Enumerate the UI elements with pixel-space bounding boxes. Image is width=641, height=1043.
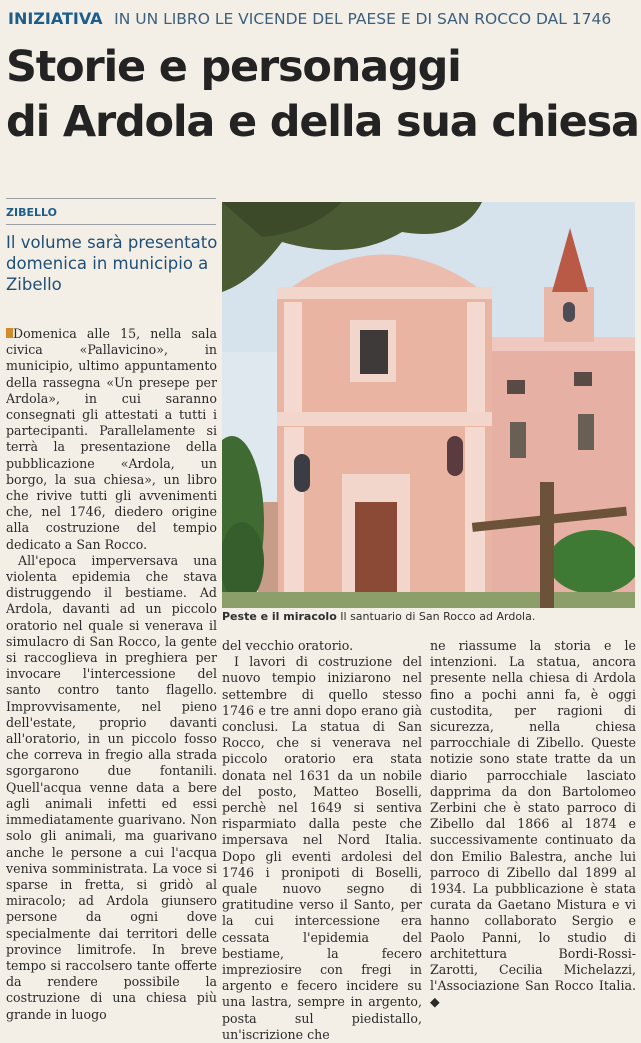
paragraph: All'epoca imperversava una violenta epidemia che stava distruggendo il bestiame. Ad Ardola, davanti ad un piccolo oratorio nel quale si venerava il simulacro di San Rocco, la gente si raccoglieva in preghiera per invocare l'intercessione del santo contro tanto flagello. Improvvisamente, nel pieno dell'estate, proprio davanti all'oratorio, in un piccolo fosso che correva in fregio alla strada sgorgarono due fontanili. Quell'acqua venne data a bere agli animali infetti ed essi immediatamente guarivano. Non solo gli animali, ma guarivano anche le persone a cui l'acqua veniva somministrata. La voce si sparse in fretta, si gridò al miracolo; ad Ardola giunsero persone da ogni dove specialmente dai territori delle province limitrofe. In breve tempo si raccolsero tante offerte da rendere possibile la costruzione di una chiesa più grande in luogo [6, 552, 217, 1022]
kicker-tag: INIZIATIVA [8, 9, 103, 28]
headline-line-1: Storie e personaggi [6, 42, 461, 92]
article-column-3 [430, 638, 636, 1011]
subheadline: Il volume sarà presentato domenica in municipio a Zibello [6, 233, 218, 294]
headline [6, 40, 641, 150]
section-label: ZIBELLO [6, 206, 57, 219]
church-illustration [222, 202, 635, 608]
paragraph-text: Domenica alle 15, nella sala civica «Pallavicino», in municipio, ultimo appuntamento della rassegna «Un presepe per Ardola», in cui saranno consegnati gli attestati a tutti i partecipanti. Parallelamente si terrà la presentazione della pubblicazione «Ardola, un borgo, la sua chiesa», un libro che rivive tutti gli avvenimenti che, nel 1746, diedero origine alla costruzione del tempio dedicato a San Rocco. [6, 326, 217, 552]
section-rule-bottom [6, 224, 216, 225]
section-rule-top [6, 198, 216, 199]
caption-bold: Peste e il miracolo [222, 610, 337, 623]
caption-text: Il santuario di San Rocco ad Ardola. [340, 610, 536, 623]
article-column-2 [222, 638, 422, 1043]
headline-line-2: di Ardola e della sua chiesa [6, 97, 639, 147]
paragraph [6, 326, 217, 553]
kicker [8, 9, 638, 33]
paragraph: ne riassume la storia e le intenzioni. La statua, ancora presente nella chiesa di Ardola fino a pochi anni fa, è oggi custodita, per ragioni di sicurezza, nella chiesa parrocchiale di Zibello. Queste notizie sono state tratte da un diario parrocchiale lasciato dapprima da don Bartolomeo Zerbini che è stato parroco di Zibello dal 1866 al 1874 e successivamente continuato da don Emilio Balestra, anche lui parroco di Zibello dal 1899 al 1934. La pubblicazione è stata curata da Gaetano Mistura e vi hanno collaborato Sergio e Paolo Panni, lo studio di architettura Bordi-Rossi-Zarotti, Cecilia Michelazzi, l'Associazione San Rocco Italia. ◆ [430, 638, 636, 1010]
paragraph: del vecchio oratorio. [222, 638, 354, 653]
article-column-1 [6, 326, 217, 1023]
paragraph-marker-icon [6, 328, 10, 338]
photo-caption [222, 610, 635, 628]
paragraph: I lavori di costruzione del nuovo tempio iniziarono nel settembre di quello stesso 1746 e tre anni dopo erano già conclusi. La statua di San Rocco, che si venerava nel piccolo oratorio era stata donata nel 1631 da un nobile del posto, Matteo Boselli, perchè nel 1649 si sentiva risparmiato dalla peste che impersava nel Nord Italia. Dopo gli eventi ardolesi del 1746 i pronipoti di Boselli, quale nuovo segno di gratitudine verso il Santo, per la cui intercessione era cessata l'epidemia del bestiame, la fecero impreziosire con fregi in argento e fecero incidere su una lastra, sempre in argento, posta sul piedistallo, un'iscrizione che [222, 654, 422, 1042]
church-photo [222, 202, 635, 608]
kicker-text: IN UN LIBRO LE VICENDE DEL PAESE E DI SAN ROCCO DAL 1746 [114, 10, 612, 28]
